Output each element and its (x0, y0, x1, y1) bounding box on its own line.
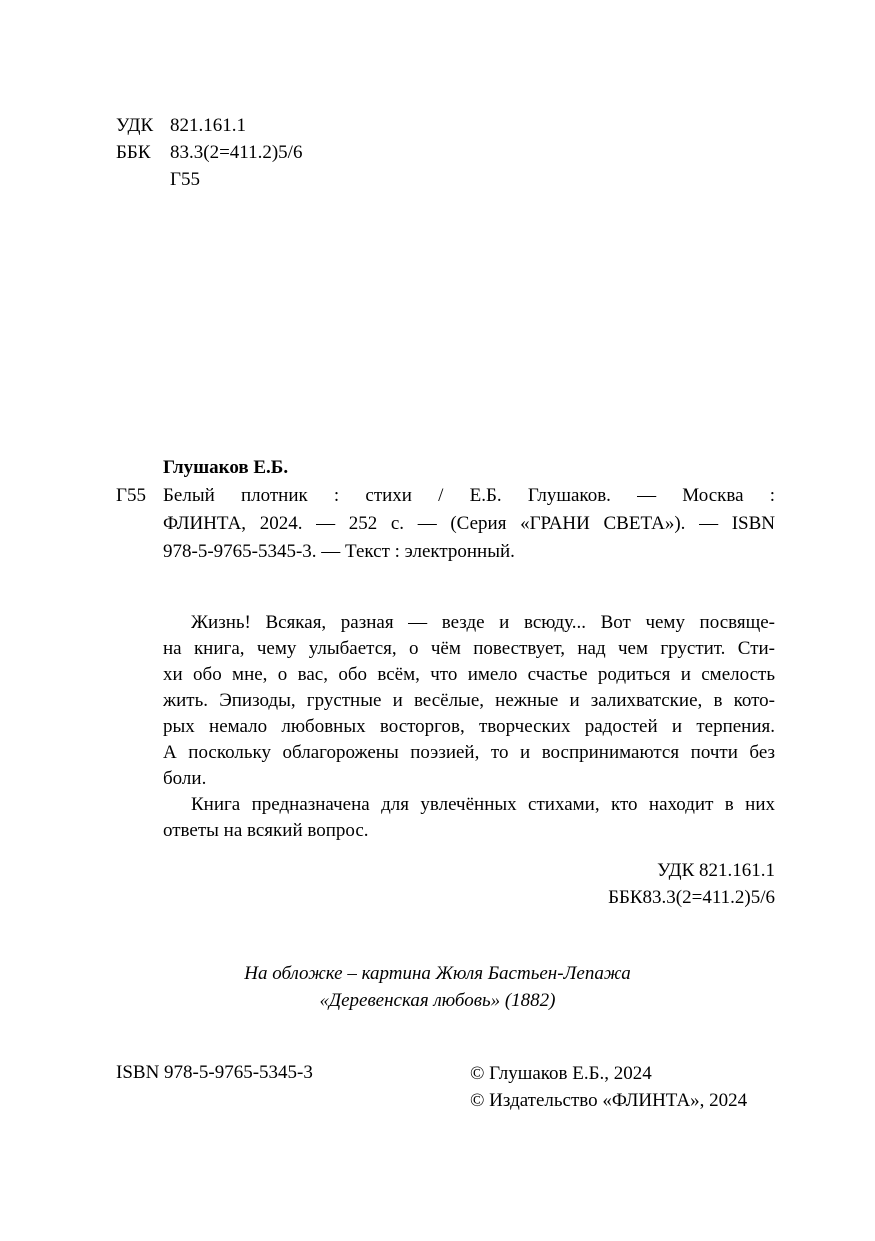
isbn: ISBN 978-5-9765-5345-3 (116, 1062, 313, 1083)
bbk-label: ББК (116, 142, 151, 163)
cover-note-line2: «Деревенская любовь» (1882) (319, 990, 556, 1011)
author-mark-top: Г55 (170, 169, 200, 190)
author-mark-record: Г55 (116, 485, 146, 506)
annotation-line: рых немало любовных восторгов, творческих радостей и терпения. (163, 716, 775, 737)
author-heading: Глушаков Е.Б. (163, 457, 289, 478)
copyright-block (470, 1060, 747, 1114)
copyright-publisher: © Издательство «ФЛИНТА», 2024 (470, 1090, 748, 1111)
udk-top (116, 113, 246, 138)
copyright-author: © Глушаков Е.Б., 2024 (470, 1063, 652, 1084)
udk-label: УДК (116, 115, 154, 136)
annotation (163, 610, 775, 844)
annotation-line: Жизнь! Всякая, разная — везде и всюду... Вот чему посвяще- (191, 612, 775, 633)
record-line: Белый плотник : стихи / Е.Б. Глушаков. — Москва : (163, 485, 775, 506)
annotation-line: на книга, чему улыбается, о чём повествует, над чем грустит. Сти- (163, 638, 775, 659)
annotation-line: жить. Эпизоды, грустные и весёлые, нежные и залихватские, в кото- (163, 690, 775, 711)
record-line: 978-5-9765-5345-3. — Текст : электронный. (163, 541, 515, 562)
annotation-line: ответы на всякий вопрос. (163, 820, 369, 841)
bibliographic-record (163, 482, 775, 566)
bbk-value: 83.3(2=411.2)5/6 (170, 142, 303, 163)
cover-note-line1: На обложке – картина Жюля Бастьен-Лепажа (244, 963, 631, 984)
index-udk: УДК 821.161.1 (657, 860, 775, 881)
index-bbk: ББК83.3(2=411.2)5/6 (608, 887, 775, 908)
index-block (608, 857, 775, 911)
cover-note (0, 960, 875, 1014)
record-line: ФЛИНТА, 2024. — 252 с. — (Серия «ГРАНИ СВЕТА»). — ISBN (163, 513, 775, 534)
udk-value: 821.161.1 (170, 115, 246, 136)
annotation-line: Книга предназначена для увлечённых стихами, кто находит в них (191, 794, 775, 815)
bbk-top (116, 140, 302, 165)
annotation-line: А поскольку облагорожены поэзией, то и воспринимаются почти без (163, 742, 775, 763)
annotation-line: хи обо мне, о вас, обо всём, что имело счастье родиться и смелость (163, 664, 775, 685)
annotation-line: боли. (163, 768, 207, 789)
